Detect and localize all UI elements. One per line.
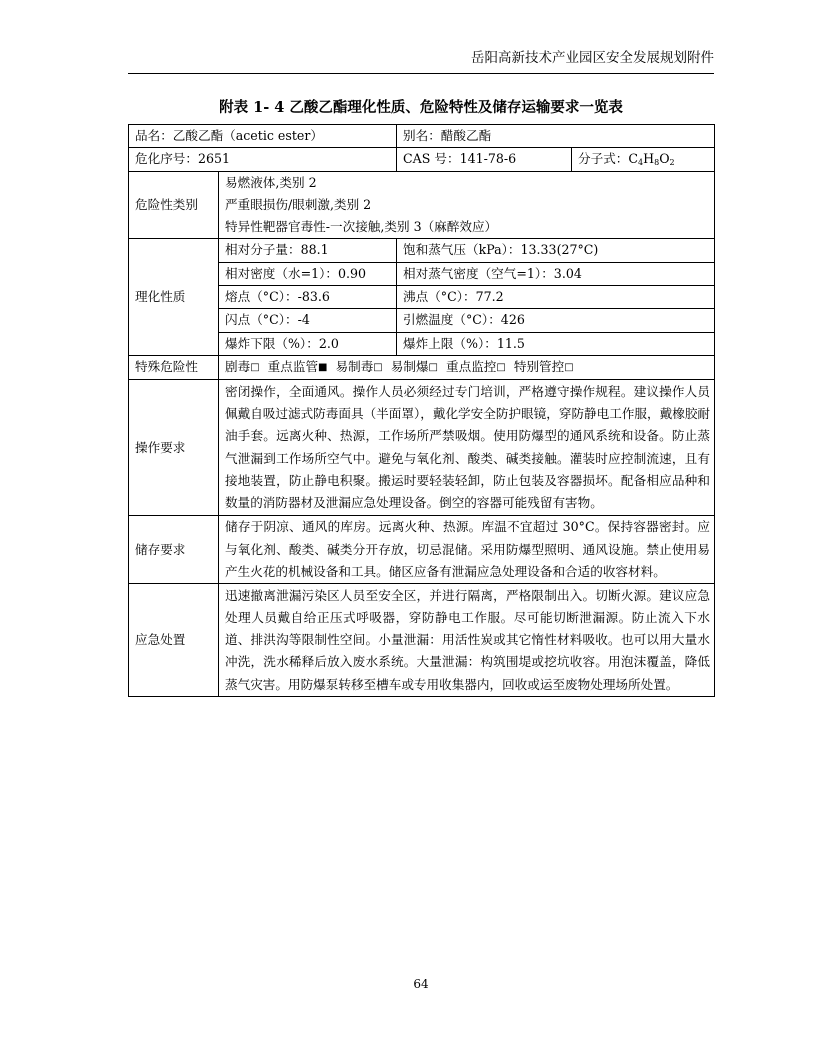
checkbox-icon: □	[496, 361, 506, 373]
vapor-density: 相对蒸气密度（空气=1）：3.04	[397, 262, 715, 285]
formula-c: C	[628, 151, 639, 167]
table-row	[129, 125, 715, 148]
flash-point: 闪点（°C）：-4	[219, 309, 397, 332]
table-row	[129, 355, 715, 379]
hazard-category-label: 危险性类别	[129, 171, 219, 239]
checkbox-checked-icon: ■	[318, 361, 328, 373]
formula-h-sub: 8	[654, 158, 660, 168]
operation-requirements-text: 密闭操作，全面通风。操作人员必须经过专门培训，严格遵守操作规程。建议操作人员佩戴自吸过滤式防毒面具（半面罩），戴化学安全防护眼镜，穿防静电工作服，戴橡胶耐油手套。远离火种、热源，工作场所严禁吸烟。使用防爆型的通风系统和设备。防止蒸气泄漏到工作场所空气中。避免与氧化剂、酸类、碱类接触。灌装时应控制流速，且有接地装置，防止静电积聚。搬运时要轻装轻卸，防止包装及容器损坏。配备相应品种和数量的消防器材及泄漏应急处理设备。倒空的容器可能残留有害物。	[219, 380, 715, 516]
lower-explosion-limit: 爆炸下限（%）：2.0	[219, 332, 397, 355]
physical-properties-label: 理化性质	[129, 239, 219, 355]
molecular-weight: 相对分子量：88.1	[219, 239, 397, 262]
chemical-spec-table	[128, 124, 715, 697]
ignition-temperature: 引燃温度（°C）：426	[397, 309, 715, 332]
storage-requirements-text: 储存于阴凉、通风的库房。远离火种、热源。库温不宜超过 30°C。保持容器密封。应与氧化剂、酸类、碱类分开存放，切忌混储。采用防爆型照明、通风设施。禁止使用易产生火花的机械设备和工具。储区应备有泄漏应急处理设备和合适的收容材料。	[219, 516, 715, 584]
special-hazard-item: 易制爆	[390, 358, 429, 374]
table-row	[129, 380, 715, 516]
formula-c-sub: 4	[638, 158, 644, 168]
formula-label: 分子式：	[578, 151, 629, 167]
special-hazard-item: 重点监管	[267, 358, 319, 374]
running-header: 岳阳高新技术产业园区安全发展规划附件	[471, 50, 714, 66]
formula-o: O	[659, 151, 670, 167]
operation-requirements-label: 操作要求	[129, 380, 219, 516]
storage-requirements-label: 储存要求	[129, 516, 219, 584]
special-hazard-item: 重点监控	[446, 358, 497, 374]
relative-density: 相对密度（水=1）：0.90	[219, 262, 397, 285]
special-hazard-checklist	[219, 355, 715, 379]
table-title: 附表 1- 4 乙酸乙酯理化性质、危险特性及储存运输要求一览表	[219, 99, 623, 116]
checkbox-icon: □	[428, 361, 438, 373]
formula-o-sub: 2	[669, 158, 675, 168]
emergency-response-label: 应急处置	[129, 584, 219, 697]
molecular-formula	[572, 148, 715, 171]
checkbox-icon: □	[564, 361, 574, 373]
alias-name: 别名：醋酸乙酯	[397, 125, 715, 148]
product-name: 品名：乙酸乙酯（acetic ester）	[129, 125, 397, 148]
special-hazard-item: 特别管控	[513, 358, 565, 374]
checkbox-icon: □	[373, 361, 383, 373]
vapor-pressure: 饱和蒸气压（kPa）：13.33(27°C)	[397, 239, 715, 262]
header-rule	[128, 73, 714, 74]
upper-explosion-limit: 爆炸上限（%）：11.5	[397, 332, 715, 355]
formula-h: H	[643, 151, 655, 167]
table-row	[129, 148, 715, 171]
table-row	[129, 584, 715, 697]
hazard-category-item: 严重眼损伤/眼刺激,类别 2	[225, 196, 372, 212]
page-number: 64	[413, 977, 429, 991]
table-row	[129, 239, 715, 262]
melting-point: 熔点（°C）：-83.6	[219, 286, 397, 309]
special-hazard-label: 特殊危险性	[129, 355, 219, 379]
hazard-category-item: 易燃液体,类别 2	[225, 174, 317, 190]
hazard-number: 危化序号：2651	[129, 148, 397, 171]
cas-number: CAS 号：141-78-6	[397, 148, 572, 171]
table-row	[129, 516, 715, 584]
special-hazard-item: 易制毒	[335, 358, 374, 374]
hazard-category-list	[219, 171, 715, 239]
special-hazard-item: 剧毒	[225, 358, 251, 374]
hazard-category-item: 特异性靶器官毒性-一次接触,类别 3（麻醉效应）	[225, 219, 498, 235]
checkbox-icon: □	[250, 361, 260, 373]
table-row	[129, 171, 715, 239]
boiling-point: 沸点（°C）：77.2	[397, 286, 715, 309]
emergency-response-text: 迅速撤离泄漏污染区人员至安全区，并进行隔离，严格限制出入。切断火源。建议应急处理人员戴自给正压式呼吸器，穿防静电工作服。尽可能切断泄漏源。防止流入下水道、排洪沟等限制性空间。小量泄漏：用活性炭或其它惰性材料吸收。也可以用大量水冲洗，洗水稀释后放入废水系统。大量泄漏：构筑围堤或挖坑收容。用泡沫覆盖，降低蒸气灾害。用防爆泵转移至槽车或专用收集器内，回收或运至废物处理场所处置。	[219, 584, 715, 697]
